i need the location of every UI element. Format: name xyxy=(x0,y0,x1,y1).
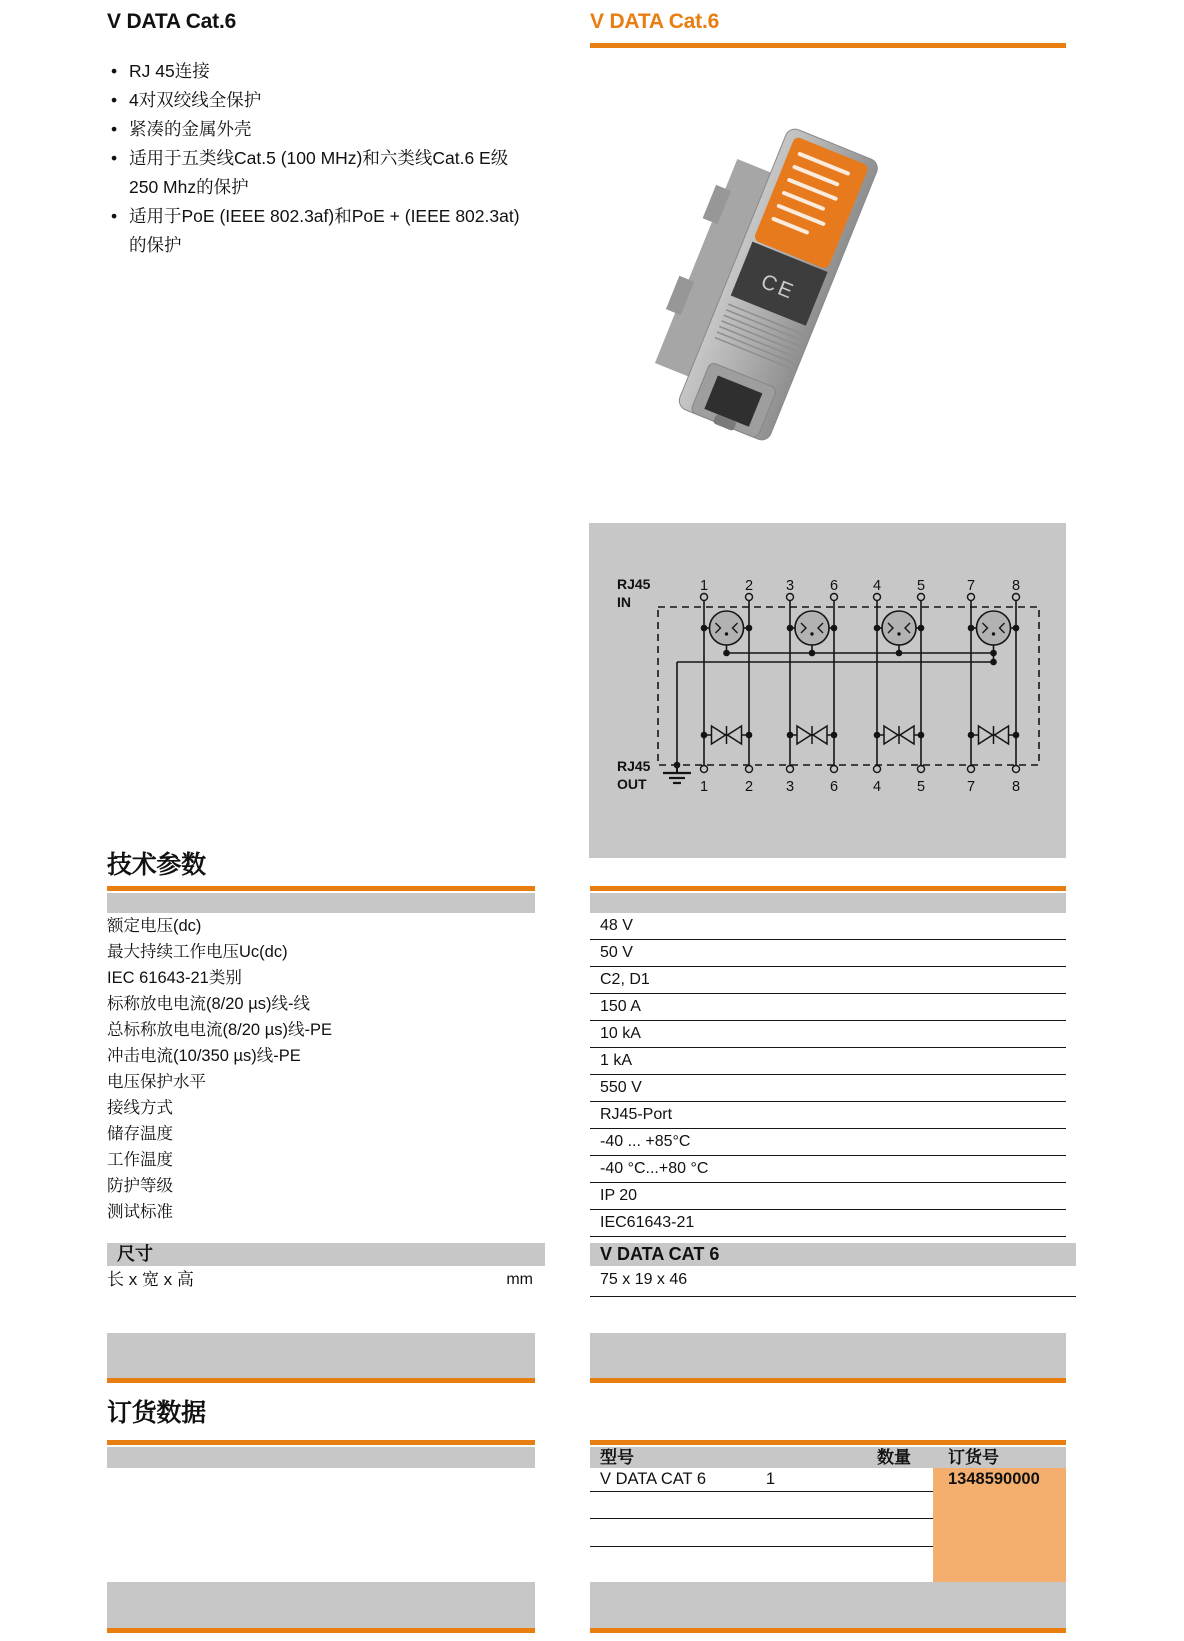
ordering-bar-left xyxy=(107,1447,535,1468)
svg-text:4: 4 xyxy=(872,578,882,594)
dimensions-value: 75 x 19 x 46 xyxy=(590,1266,1076,1297)
tech-param-value: 50 V xyxy=(590,940,1066,967)
tech-param-value: -40 ... +85°C xyxy=(590,1129,1066,1156)
tech-param-label: IEC 61643-21类别 xyxy=(107,969,242,987)
svg-text:2: 2 xyxy=(744,779,754,795)
svg-text:7: 7 xyxy=(966,578,976,594)
dimensions-label: 长 x 宽 x 高 xyxy=(107,1270,194,1289)
tech-param-label: 接线方式 xyxy=(107,1099,173,1117)
tech-param-value: RJ45-Port xyxy=(590,1102,1066,1129)
order-qty: 1 xyxy=(765,1470,775,1488)
tech-param-value: 48 V xyxy=(590,913,1066,940)
svg-text:6: 6 xyxy=(829,578,839,594)
ordering-col-order: 订货号 xyxy=(948,1448,999,1467)
tech-param-value: 10 kA xyxy=(590,1021,1066,1048)
tech-param-label: 防护等级 xyxy=(107,1177,173,1195)
feature-item: • 4对双绞线全保护 xyxy=(107,86,535,115)
ordering-rule-right xyxy=(590,1440,1066,1445)
svg-text:RJ45: RJ45 xyxy=(617,576,651,592)
svg-text:1: 1 xyxy=(699,578,709,594)
tech-param-value: -40 °C...+80 °C xyxy=(590,1156,1066,1183)
svg-text:6: 6 xyxy=(829,779,839,795)
tech-param-value: C2, D1 xyxy=(590,967,1066,994)
tech-section-title: 技术参数 xyxy=(107,851,206,879)
svg-text:7: 7 xyxy=(966,779,976,795)
dimensions-header-left: 尺寸 xyxy=(107,1243,545,1266)
order-number: 1348590000 xyxy=(948,1470,1040,1488)
dimensions-row-left xyxy=(107,1266,535,1296)
tech-param-label: 最大持续工作电压Uc(dc) xyxy=(107,943,288,961)
dimensions-unit: mm xyxy=(506,1271,533,1288)
svg-text:5: 5 xyxy=(916,578,926,594)
svg-text:5: 5 xyxy=(916,779,926,795)
surge-protector-device xyxy=(633,109,880,445)
product-title-left: V DATA Cat.6 xyxy=(107,10,237,33)
tech-param-label: 额定电压(dc) xyxy=(107,917,202,935)
spacer-rule-right xyxy=(590,1378,1066,1383)
svg-text:2: 2 xyxy=(744,578,754,594)
svg-text:RJ45: RJ45 xyxy=(617,758,651,774)
circuit-diagram-box xyxy=(589,523,1066,858)
feature-item: • 紧凑的金属外壳 xyxy=(107,115,535,144)
spacer-rule-left xyxy=(107,1378,535,1383)
svg-text:3: 3 xyxy=(785,779,795,795)
svg-text:8: 8 xyxy=(1011,578,1021,594)
tech-param-label: 储存温度 xyxy=(107,1125,173,1143)
svg-text:1: 1 xyxy=(699,779,709,795)
feature-list xyxy=(107,57,535,260)
svg-text:8: 8 xyxy=(1011,779,1021,795)
ordering-empty-row xyxy=(590,1547,933,1584)
ordering-empty-rows xyxy=(590,1491,1066,1584)
footer-bar-right xyxy=(590,1582,1066,1628)
title-rule xyxy=(590,43,1066,48)
tech-param-label: 标称放电电流(8/20 µs)线-线 xyxy=(107,995,310,1013)
ordering-empty-row xyxy=(590,1519,933,1547)
ordering-empty-row xyxy=(590,1491,933,1519)
tech-param-value: 150 A xyxy=(590,994,1066,1021)
tech-values xyxy=(590,913,1066,1237)
tech-header-bar-left xyxy=(107,893,535,913)
svg-text:OUT: OUT xyxy=(617,776,647,792)
tech-param-value: 1 kA xyxy=(590,1048,1066,1075)
tech-param-label: 工作温度 xyxy=(107,1151,173,1169)
ordering-table-header xyxy=(590,1447,1066,1468)
svg-text:4: 4 xyxy=(872,779,882,795)
spacer-bar-right xyxy=(590,1333,1066,1378)
tech-param-label: 电压保护水平 xyxy=(107,1073,206,1091)
ce-mark: CE xyxy=(757,269,799,305)
product-photo xyxy=(600,98,960,460)
feature-item: • RJ 45连接 xyxy=(107,57,535,86)
tech-labels xyxy=(107,913,535,1225)
circuit-diagram-svg xyxy=(589,523,1066,858)
feature-item: • 适用于五类线Cat.5 (100 MHz)和六类线Cat.6 E级250 Mhz的保护 xyxy=(107,144,535,202)
tech-rule-left xyxy=(107,886,535,891)
tech-rule-right xyxy=(590,886,1066,891)
ordering-col-model: 型号 xyxy=(600,1448,634,1467)
tech-param-label: 总标称放电电流(8/20 µs)线-PE xyxy=(107,1021,332,1039)
feature-item: • 适用于PoE (IEEE 802.3af)和PoE + (IEEE 802.3at) 的保护 xyxy=(107,202,535,260)
tech-param-label: 测试标准 xyxy=(107,1203,173,1221)
order-model: V DATA CAT 6 xyxy=(600,1470,707,1488)
tech-param-value: 550 V xyxy=(590,1075,1066,1102)
product-title-right: V DATA Cat.6 xyxy=(590,10,720,33)
tech-param-label: 冲击电流(10/350 µs)线-PE xyxy=(107,1047,301,1065)
footer-rule-right xyxy=(590,1628,1066,1633)
ordering-col-qty: 数量 xyxy=(877,1448,911,1467)
ordering-section-title: 订货数据 xyxy=(107,1399,206,1427)
tech-header-bar-right xyxy=(590,893,1066,913)
svg-text:3: 3 xyxy=(785,578,795,594)
footer-rule-left xyxy=(107,1628,535,1633)
tech-param-value: IEC61643-21 xyxy=(590,1210,1066,1237)
tech-param-value: IP 20 xyxy=(590,1183,1066,1210)
ordering-row xyxy=(590,1468,1040,1492)
svg-text:IN: IN xyxy=(617,594,631,610)
ordering-rule-left xyxy=(107,1440,535,1445)
dimensions-header-right: V DATA CAT 6 xyxy=(590,1243,1076,1266)
spacer-bar-left xyxy=(107,1333,535,1378)
footer-bar-left xyxy=(107,1582,535,1628)
